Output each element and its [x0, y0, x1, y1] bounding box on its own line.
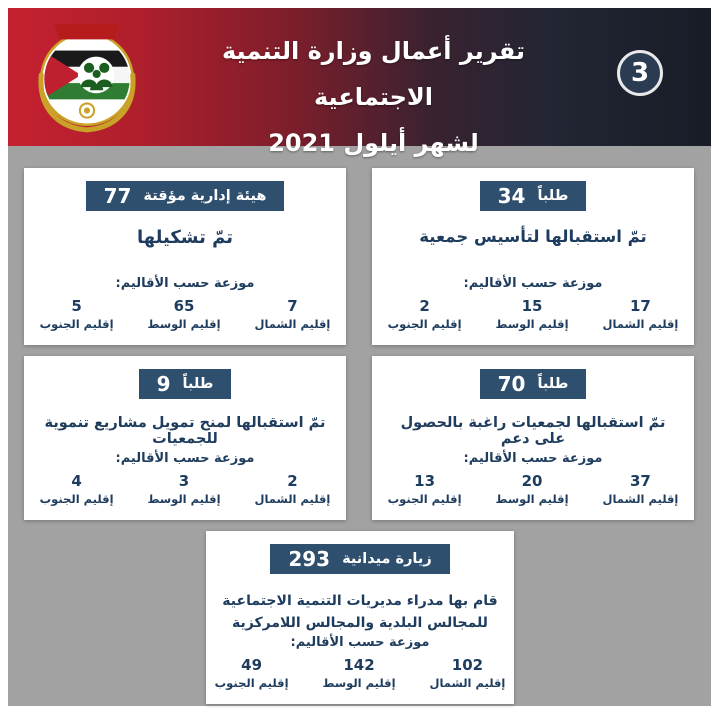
stat-subtitle: تمّ استقبالها لجمعيات راغبة بالحصول على دعم [400, 415, 666, 447]
region-stat-north [255, 472, 331, 506]
distribution-label: موزعة حسب الأقاليم: [290, 635, 430, 650]
region-stat-south [40, 472, 114, 506]
region-label: إقليم الجنوب [39, 492, 114, 506]
stat-badge [480, 369, 587, 399]
region-label: إقليم الشمال [429, 676, 506, 690]
region-stat-south [40, 297, 114, 331]
distribution-label: موزعة حسب الأقاليم: [463, 276, 603, 291]
stat-card-association-founding-requests [372, 168, 694, 345]
region-stat-north [430, 656, 506, 690]
stat-badge [139, 369, 232, 399]
region-stat-center [496, 472, 569, 506]
report-title [168, 28, 579, 166]
stat-badge-number: 293 [288, 547, 331, 571]
region-stats [388, 472, 679, 506]
stat-badge [270, 544, 449, 574]
distribution-label: موزعة حسب الأقاليم: [115, 276, 255, 291]
region-stat-north [255, 297, 331, 331]
region-value: 2 [287, 472, 298, 490]
region-stat-north [603, 472, 679, 506]
region-value: 17 [630, 297, 651, 315]
region-stats [40, 472, 331, 506]
region-value: 142 [343, 656, 375, 674]
region-value: 49 [241, 656, 263, 674]
region-stat-north [603, 297, 679, 331]
stat-badge-number: 34 [497, 184, 526, 208]
region-label: إقليم الشمال [602, 317, 679, 331]
region-value: 102 [451, 656, 484, 674]
region-label: إقليم الوسط [147, 317, 221, 331]
stat-badge [86, 181, 285, 211]
region-label: إقليم الوسط [495, 492, 569, 506]
region-stat-center [496, 297, 569, 331]
region-label: إقليم الجنوب [214, 676, 289, 690]
region-label: إقليم الجنوب [39, 317, 114, 331]
region-label: إقليم الجنوب [387, 317, 462, 331]
region-stat-center [323, 656, 396, 690]
page-number-badge [617, 50, 663, 96]
region-value: 4 [71, 472, 82, 490]
region-stat-center [148, 472, 221, 506]
region-stats [388, 297, 679, 331]
stat-card-field-visits [206, 531, 514, 704]
region-label: إقليم الشمال [602, 492, 679, 506]
region-stat-south [388, 297, 462, 331]
region-label: إقليم الوسط [147, 492, 221, 506]
stat-badge-label: طلباً [537, 376, 569, 392]
region-value: 15 [521, 297, 543, 315]
region-value: 5 [71, 297, 82, 315]
region-value: 3 [178, 472, 190, 490]
region-stat-south [215, 656, 289, 690]
report-header [8, 8, 711, 157]
ministry-logo-svg [26, 16, 148, 138]
region-value: 2 [419, 297, 430, 315]
stat-badge-label: طلباً [537, 188, 569, 204]
stat-badge [480, 181, 587, 211]
region-stats [40, 297, 331, 331]
stat-badge-number: 70 [497, 372, 526, 396]
stat-subtitle: تمّ استقبالها لتأسيس جمعية [419, 227, 647, 246]
stat-subtitle: تمّ استقبالها لمنح تمويل مشاريع تنموية للجمعيات [44, 415, 326, 447]
distribution-label: موزعة حسب الأقاليم: [463, 451, 603, 466]
stat-card-support-requests [372, 356, 694, 520]
stat-subtitle: تمّ تشكيلها [136, 227, 234, 248]
region-label: إقليم الوسط [495, 317, 569, 331]
region-value: 37 [630, 472, 651, 490]
region-stat-south [388, 472, 462, 506]
region-label: إقليم الشمال [254, 317, 331, 331]
region-stat-center [148, 297, 221, 331]
page-number: 3 [630, 58, 650, 88]
region-value: 13 [414, 472, 436, 490]
stat-badge-label: هيئة إدارية مؤقتة [143, 188, 267, 204]
region-label: إقليم الجنوب [387, 492, 462, 506]
stat-badge-label: زيارة ميدانية [342, 551, 432, 567]
region-value: 20 [521, 472, 543, 490]
region-label: إقليم الوسط [322, 676, 396, 690]
stat-badge-label: طلباً [182, 376, 214, 392]
distribution-label: موزعة حسب الأقاليم: [115, 451, 255, 466]
report-title-line2: لشهر أيلول 2021 [268, 129, 479, 157]
region-stats [215, 656, 506, 690]
stat-card-temporary-admin-bodies [24, 168, 346, 345]
stat-badge-number: 9 [156, 372, 171, 396]
report-title-line1: تقرير أعمال وزارة التنمية الاجتماعية [222, 37, 525, 111]
stat-subtitle: قام بها مدراء مديريات التنمية الاجتماعية للمجالس البلدية والمجالس اللامركزية [222, 593, 498, 631]
stat-badge-number: 77 [103, 184, 132, 208]
region-value: 65 [173, 297, 195, 315]
region-value: 7 [287, 297, 298, 315]
ministry-logo-icon [26, 16, 148, 138]
region-label: إقليم الشمال [254, 492, 331, 506]
stat-card-funding-requests [24, 356, 346, 520]
